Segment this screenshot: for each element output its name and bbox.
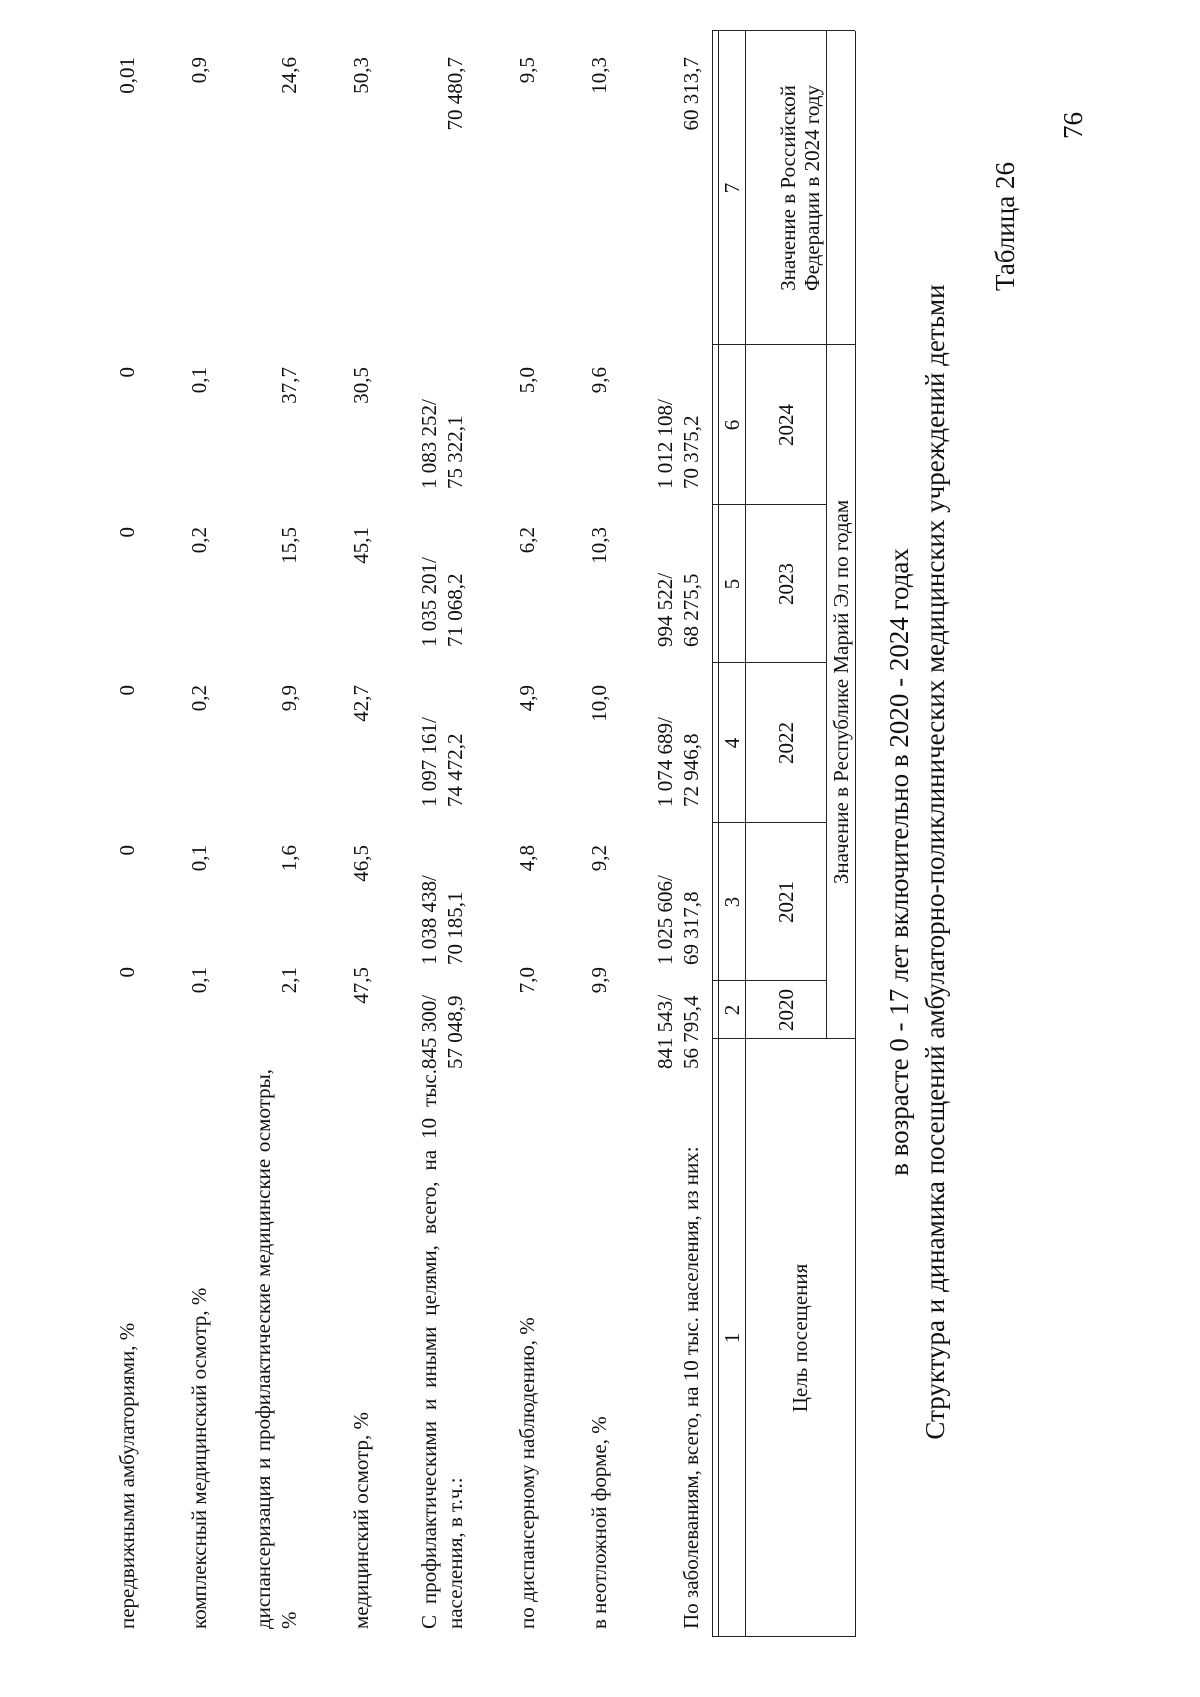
row-value xyxy=(220,345,310,505)
colnum-2: 2 xyxy=(719,1004,744,1016)
row-value xyxy=(620,663,712,823)
value-line: 0 xyxy=(115,845,139,856)
table-colnum-divider-double xyxy=(712,31,713,1637)
value-line: 42,7 xyxy=(349,685,373,722)
value-line: 10,0 xyxy=(587,685,611,722)
value-line: 0 xyxy=(115,685,139,696)
value-line: 10,3 xyxy=(587,527,611,564)
row-value xyxy=(476,505,548,663)
row-value xyxy=(382,31,476,345)
table-label: Таблица 26 xyxy=(990,162,1020,291)
value-line: 9,9 xyxy=(277,685,301,712)
row-value xyxy=(220,31,310,345)
colnum-5: 5 xyxy=(719,578,744,590)
row-value xyxy=(148,823,220,981)
value-line: 74 472,2 xyxy=(443,733,467,807)
row-value xyxy=(220,663,310,823)
value-line: 72 946,8 xyxy=(679,733,703,807)
value-line: 68 275,5 xyxy=(679,573,703,647)
row-value xyxy=(80,823,148,981)
page-number: 76 xyxy=(1058,112,1088,139)
row-value xyxy=(382,823,476,981)
row-label: медицинский осмотр, % xyxy=(349,1411,373,1629)
colnum-7: 7 xyxy=(719,182,744,194)
value-line: 7,0 xyxy=(515,967,539,994)
row-value xyxy=(548,505,620,663)
row-value xyxy=(620,345,712,505)
row-value xyxy=(148,663,220,823)
row-value xyxy=(382,345,476,505)
row-label: комплексный медицинский осмотр, % xyxy=(187,1287,211,1629)
header-year-2023: 2023 xyxy=(773,563,798,605)
row-value xyxy=(148,345,220,505)
colnum-3: 3 xyxy=(719,896,744,908)
row-value xyxy=(310,31,382,345)
value-line: 2,1 xyxy=(277,967,301,994)
row-value xyxy=(148,31,220,345)
row-value xyxy=(80,345,148,505)
value-line: 15,5 xyxy=(277,527,301,564)
value-line: 71 068,2 xyxy=(443,573,467,647)
row-value xyxy=(548,31,620,345)
value-line: 69 317,8 xyxy=(679,891,703,965)
header-purpose: Цель посещения xyxy=(788,1263,812,1413)
value-line: 9,6 xyxy=(587,367,611,394)
table-border-top xyxy=(855,31,856,1637)
row-value xyxy=(80,31,148,345)
row-value xyxy=(148,505,220,663)
value-line: 845 300/ xyxy=(417,994,441,1069)
value-line: 0 xyxy=(115,367,139,378)
row-value xyxy=(80,505,148,663)
value-line: 6,2 xyxy=(515,527,539,554)
row-value xyxy=(220,505,310,663)
header-year-2020: 2020 xyxy=(773,989,798,1031)
value-line: 24,6 xyxy=(277,57,301,94)
row-value xyxy=(476,823,548,981)
row-value xyxy=(310,505,382,663)
value-line: 70 480,7 xyxy=(443,57,467,131)
value-line: 4,8 xyxy=(515,845,539,872)
value-line: 37,7 xyxy=(277,367,301,404)
value-line: 56 795,4 xyxy=(679,995,703,1069)
row-value xyxy=(476,345,548,505)
value-line: 1 097 161/ xyxy=(417,717,441,807)
row-value xyxy=(476,31,548,345)
header-year-2021: 2021 xyxy=(773,881,798,923)
value-line: 75 322,1 xyxy=(443,415,467,489)
value-line: 1 012 108/ xyxy=(653,399,677,489)
value-line: 50,3 xyxy=(349,57,373,94)
header-rf-2024: Значение в Российской Федерации в 2024 году xyxy=(776,85,824,292)
table-title-line1: Структура и динамика посещений амбулаторно-поликлинических медицинских учреждений детьми xyxy=(920,284,950,1440)
table-title-line2: в возрасте 0 - 17 лет включительно в 2020 - 2024 годах xyxy=(884,548,914,1176)
row-label: по диспансерному наблюдению, % xyxy=(515,1317,539,1629)
header-year-2022: 2022 xyxy=(773,722,798,764)
row-label: По заболеваниям, всего, на 10 тыс. населения, из них: xyxy=(679,1146,703,1629)
value-line: 9,5 xyxy=(515,57,539,84)
value-line: 9,9 xyxy=(587,967,611,994)
value-line: 1 025 606/ xyxy=(653,875,677,965)
value-line: 1 074 689/ xyxy=(653,717,677,807)
row-label: передвижными амбулаториями, % xyxy=(115,1322,139,1629)
value-line: 0,1 xyxy=(187,967,211,994)
value-line: 46,5 xyxy=(349,845,373,882)
row-label: С профилактическими и иными целями, всего, на 10 тыс. населения, в т.ч.: xyxy=(417,1069,467,1629)
row-value xyxy=(620,823,712,981)
row-value xyxy=(548,663,620,823)
value-line: 841 543/ xyxy=(653,994,677,1069)
row-value xyxy=(476,663,548,823)
row-value xyxy=(310,345,382,505)
value-line: 1,6 xyxy=(277,845,301,872)
value-line: 0,2 xyxy=(187,527,211,554)
value-line: 0,01 xyxy=(115,57,139,94)
value-line: 0 xyxy=(115,527,139,538)
row-value xyxy=(80,663,148,823)
value-line: 4,9 xyxy=(515,685,539,712)
value-line: 70 185,1 xyxy=(443,891,467,965)
value-line: 994 522/ xyxy=(653,572,677,647)
row-value xyxy=(620,505,712,663)
header-year-2024: 2024 xyxy=(773,404,798,446)
value-line: 9,2 xyxy=(587,845,611,872)
value-line: 1 038 438/ xyxy=(417,875,441,965)
row-label: диспансеризация и профилактические медицинские осмотры, % xyxy=(251,1069,301,1629)
value-line: 0,9 xyxy=(187,57,211,84)
value-line: 10,3 xyxy=(587,57,611,94)
colnum-1: 1 xyxy=(719,1332,744,1344)
value-line: 57 048,9 xyxy=(443,995,467,1069)
value-line: 70 375,2 xyxy=(679,415,703,489)
value-line: 47,5 xyxy=(349,967,373,1004)
row-value xyxy=(310,823,382,981)
value-line: 60 313,7 xyxy=(679,57,703,131)
row-value xyxy=(548,823,620,981)
value-line: 0,1 xyxy=(187,367,211,394)
value-line: 0,1 xyxy=(187,845,211,872)
header-group: Значение в Республике Марий Эл по годам xyxy=(828,499,853,885)
row-label: в неотложной форме, % xyxy=(587,1416,611,1629)
colnum-6: 6 xyxy=(719,419,744,431)
value-line: 0 xyxy=(115,967,139,978)
row-value xyxy=(620,31,712,345)
row-value xyxy=(310,663,382,823)
value-line: 45,1 xyxy=(349,527,373,564)
value-line: 30,5 xyxy=(349,367,373,404)
value-line: 5,0 xyxy=(515,367,539,394)
value-line: 1 035 201/ xyxy=(417,557,441,647)
colnum-4: 4 xyxy=(719,737,744,749)
row-value xyxy=(382,505,476,663)
value-line: 0,2 xyxy=(187,685,211,712)
row-value xyxy=(220,823,310,981)
row-value xyxy=(382,663,476,823)
value-line: 1 083 252/ xyxy=(417,399,441,489)
row-value xyxy=(548,345,620,505)
